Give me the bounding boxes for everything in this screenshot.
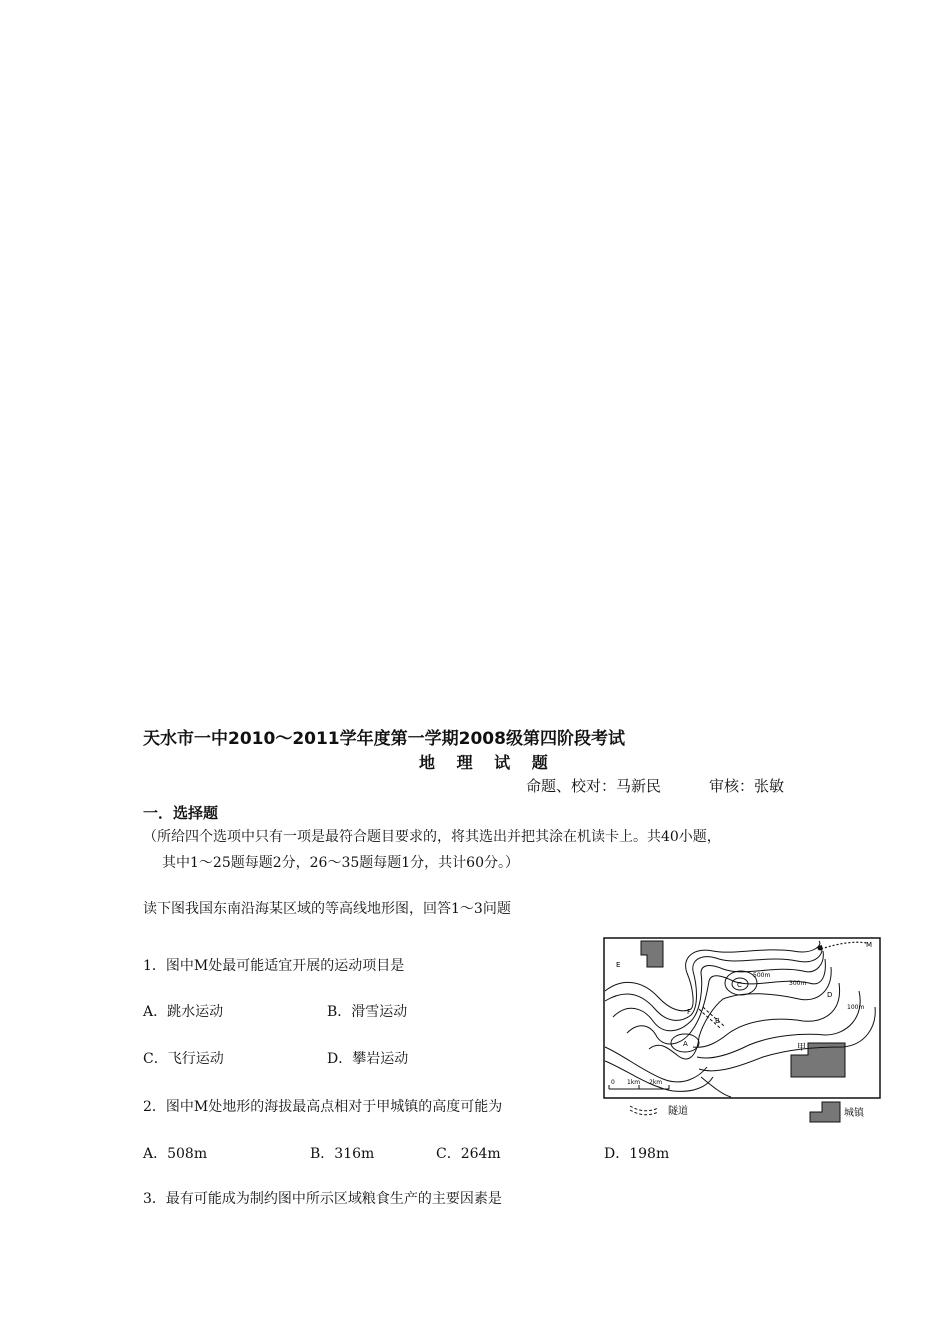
contour-map [603, 937, 881, 1099]
map-label-e: E [616, 961, 621, 969]
q1-option-a: A．跳水运动 [143, 1004, 224, 1020]
exam-subtitle: 地 理 试 题 [419, 753, 556, 772]
question-2: 2．图中M处地形的海拔最高点相对于甲城镇的高度可能为 [143, 1099, 503, 1115]
scale-1km: 1km [627, 1079, 641, 1086]
q1-option-b: B．滑雪运动 [327, 1004, 408, 1020]
map-label-c: C [737, 981, 742, 989]
map-label-b: B [715, 1017, 720, 1025]
question-1: 1．图中M处最可能适宜开展的运动项目是 [143, 958, 405, 974]
byline-author: 命题、校对：马新民 [526, 777, 662, 795]
tunnel-symbol-icon [630, 1106, 658, 1115]
q1-option-d: D．攀岩运动 [327, 1051, 409, 1067]
map-label-f: F [687, 1008, 692, 1016]
map-legend [600, 1100, 890, 1126]
q2-option-b: B．316m [310, 1146, 375, 1162]
scale-2km: 2km [649, 1079, 663, 1086]
scale-zero: 0 [611, 1079, 615, 1086]
q1-option-c: C．飞行运动 [143, 1051, 224, 1067]
contour-label-500: 500m [753, 972, 771, 979]
town-symbol-icon [810, 1102, 840, 1122]
q2-option-a: A．508m [143, 1146, 208, 1162]
contour-label-300: 300m [789, 980, 807, 987]
contour-label-100: 100m [847, 1004, 865, 1011]
section-heading: 一．选择题 [143, 804, 219, 822]
question-intro: 读下图我国东南沿海某区域的等高线地形图，回答1～3问题 [143, 901, 511, 917]
legend-tunnel-label: 隧道 [668, 1106, 688, 1117]
exam-title: 天水市一中2010～2011学年度第一学期2008级第四阶段考试 [143, 729, 625, 749]
section-note-line1: （所给四个选项中只有一项是最符合题目要求的，将其选出并把其涂在机读卡上。共40小题， [143, 829, 721, 845]
q2-option-c: C．264m [436, 1146, 501, 1162]
question-3: 3．最有可能成为制约图中所示区域粮食生产的主要因素是 [143, 1191, 502, 1207]
map-label-d: D [827, 991, 833, 999]
byline-reviewer: 审核：张敏 [709, 777, 785, 795]
map-label-a: A [683, 1040, 688, 1048]
map-label-m: M [866, 941, 873, 949]
section-note-line2: 其中1～25题每题2分，26～35题每题1分，共计60分。） [162, 855, 519, 871]
legend-town-label: 城镇 [844, 1108, 864, 1119]
q2-option-d: D．198m [604, 1146, 670, 1162]
map-label-jia: 甲 [797, 1043, 807, 1053]
